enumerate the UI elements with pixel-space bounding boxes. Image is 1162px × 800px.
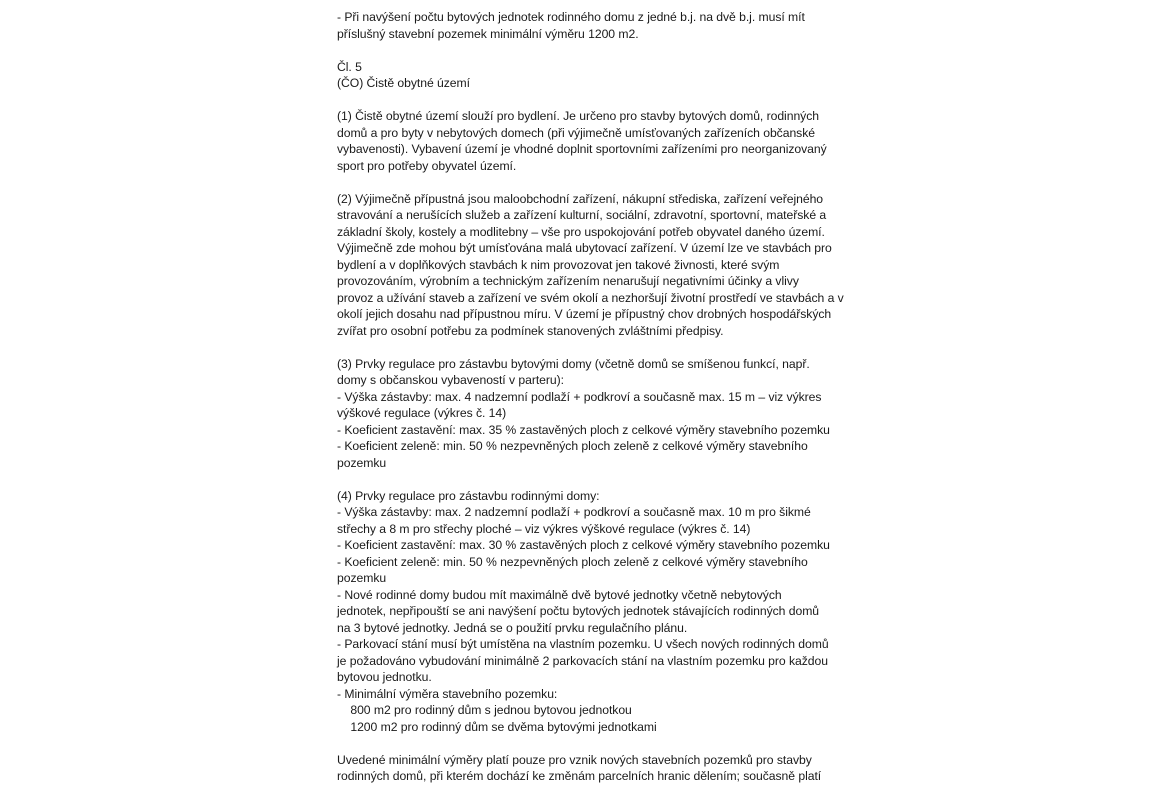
text-line: sport pro potřeby obyvatel území. (337, 158, 517, 173)
text-line: - Koeficient zastavění: max. 35 % zastavěných ploch z celkové výměry stavebního pozemku (337, 422, 830, 437)
text-line: - Parkovací stání musí být umístěna na vlastním pozemku. U všech nových rodinných domů (337, 637, 829, 651)
text-line: - Nové rodinné domy budou mít maximálně dvě bytové jednotky včetně nebytových (337, 587, 782, 602)
text-line: (3) Prvky regulace pro zástavbu bytovými domy (včetně domů se smíšenou funkcí, např. (337, 356, 810, 371)
text-line: - Minimální výměra stavebního pozemku: (337, 686, 558, 701)
text-line: je požadováno vybudování minimálně 2 parkovacích stání na vlastním pozemku pro každou (337, 653, 828, 668)
text-line: pozemku (337, 571, 387, 585)
text-line: 800 m2 pro rodinný dům s jednou bytovou jednotkou (337, 703, 632, 717)
paragraph-4 (337, 488, 857, 736)
text-line: provoz a užívání staveb a zařízení ve svém okolí a nezhoršují životní prostředí ve stavbách a v (337, 290, 844, 305)
text-line: provozováním, výrobním a technickým zařízením nenarušují negativními účinky a vlivy (337, 274, 799, 288)
text-line: - Koeficient zeleně: min. 50 % nezpevněných ploch zeleně z celkové výměry stavebního (337, 439, 808, 453)
paragraph-3 (337, 356, 857, 472)
paragraph-2 (337, 191, 857, 340)
text-line: příslušný stavební pozemek minimální výměru 1200 m2. (337, 26, 639, 41)
article-heading (337, 59, 857, 92)
text-line: - Výška zástavby: max. 4 nadzemní podlaží + podkroví a současně max. 15 m – viz výkres (337, 389, 822, 404)
text-line: - Výška zástavby: max. 2 nadzemní podlaží + podkroví a současně max. 10 m pro šikmé (337, 505, 811, 519)
text-line: (ČO) Čistě obytné území (337, 76, 470, 90)
text-line: rodinných domů, při kterém dochází ke změnám parcelních hranic dělením; současně platí (337, 769, 822, 783)
text-line: - Při navýšení počtu bytových jednotek rodinného domu z jedné b.j. na dvě b.j. musí mít (337, 10, 805, 24)
text-line: (4) Prvky regulace pro zástavbu rodinnými domy: (337, 488, 600, 503)
text-line: Výjimečně zde mohou být umísťována malá ubytovací zařízení. V území lze ve stavbách pro (337, 241, 832, 255)
text-line: Čl. 5 (337, 59, 362, 74)
text-line: základní školy, kostely a modlitebny – vše pro uspokojování potřeb obyvatel daného území. (337, 224, 825, 239)
text-line: domy s občanskou vybaveností v parteru): (337, 373, 564, 387)
text-line: okolí jejich dosahu nad přípustnou míru. V území je přípustný chov drobných hospodářských (337, 307, 832, 321)
text-line: (2) Výjimečně přípustná jsou maloobchodní zařízení, nákupní střediska, zařízení veřejného (337, 191, 824, 206)
text-line: pozemku (337, 455, 387, 470)
text-line: jednotek, nepřipouští se ani navýšení počtu bytových jednotek stávajících rodinných domů (337, 604, 820, 618)
closing-paragraph (337, 752, 857, 785)
text-line: vybavenosti). Vybavení území je vhodné doplnit sportovními zařízeními pro neorganizovaný (337, 142, 827, 156)
text-line: na 3 bytové jednotky. Jedná se o použití prvku regulačního plánu. (337, 620, 688, 635)
text-line: 1200 m2 pro rodinný dům se dvěma bytovými jednotkami (337, 719, 657, 734)
paragraph-1 (337, 108, 857, 174)
text-line: domů a pro byty v nebytových domech (při výjimečně umísťovaných zařízeních občanské (337, 125, 815, 140)
document-text (337, 9, 857, 785)
text-line: bytovou jednotku. (337, 670, 432, 684)
text-line: stravování a nerušících služeb a zařízení kulturní, sociální, zdravotní, sportovní, mateřské a (337, 208, 827, 222)
text-line: (1) Čistě obytné území slouží pro bydlení. Je určeno pro stavby bytových domů, rodinných (337, 109, 819, 123)
text-line: zvířat pro osobní potřebu za podmínek stanovených zvláštními předpisy. (337, 323, 724, 338)
text-line: - Koeficient zeleně: min. 50 % nezpevněných ploch zeleně z celkové výměry stavebního (337, 554, 808, 569)
continuation-bullet (337, 9, 857, 42)
text-line: bydlení a v doplňkových stavbách k nim provozovat jen takové živnosti, které svým (337, 257, 780, 272)
text-line: výškové regulace (výkres č. 14) (337, 406, 507, 420)
text-line: střechy a 8 m pro střechy ploché – viz výkres výškové regulace (výkres č. 14) (337, 521, 751, 536)
text-line: Uvedené minimální výměry platí pouze pro vznik nových stavebních pozemků pro stavby (337, 752, 812, 767)
text-line: - Koeficient zastavění: max. 30 % zastavěných ploch z celkové výměry stavebního pozemku (337, 538, 830, 552)
